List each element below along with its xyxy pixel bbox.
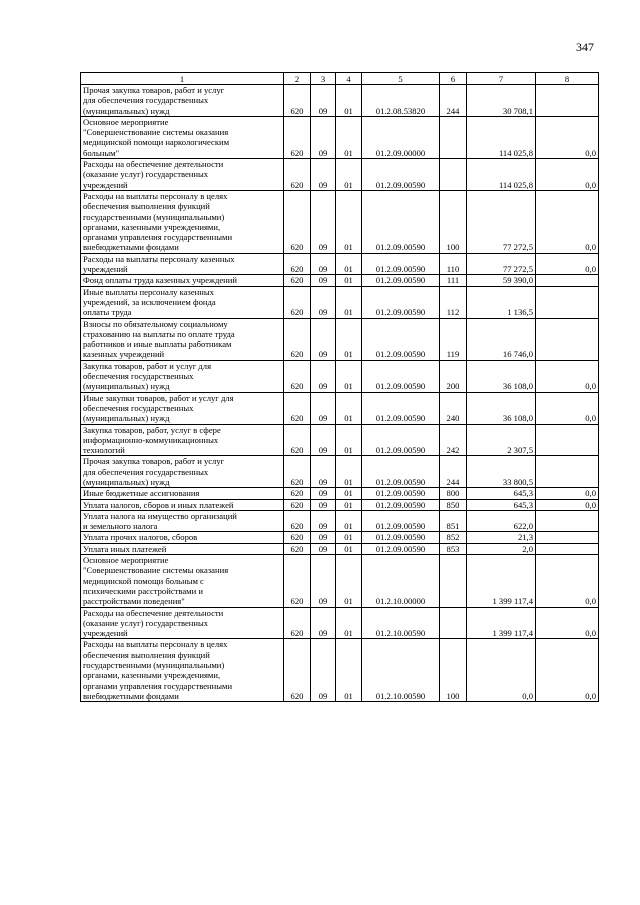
amount-value-2: 0,0 <box>536 190 599 253</box>
ministry-code: 620 <box>284 424 311 456</box>
ministry-code: 620 <box>284 555 311 607</box>
item-description: Расходы на обеспечение деятельности (оказание услуг) государственных учреждений <box>81 607 284 639</box>
amount-value-2: 0,0 <box>536 488 599 499</box>
subsection-code: 01 <box>336 286 362 318</box>
item-description: Уплата налогов, сборов и иных платежей <box>81 499 284 510</box>
ministry-code: 620 <box>284 159 311 191</box>
amount-value-2: 0,0 <box>536 253 599 275</box>
target-article-code: 01.2.09.00590 <box>362 532 440 543</box>
item-description: Закупка товаров, работ, услуг в сфере информационно-коммуникационных технологий <box>81 424 284 456</box>
subsection-code: 01 <box>336 190 362 253</box>
amount-value: 33 800,5 <box>467 456 536 488</box>
amount-value: 36 108,0 <box>467 360 536 392</box>
column-header: 1 <box>81 73 284 85</box>
amount-value-2 <box>536 510 599 532</box>
amount-value-2 <box>536 456 599 488</box>
target-article-code: 01.2.09.00000 <box>362 116 440 158</box>
expense-type-code <box>440 159 467 191</box>
item-description: Основное мероприятие "Совершенствование системы оказания медицинской помощи больным с психическими расстройствами и расстройствами поведения" <box>81 555 284 607</box>
table-row <box>81 318 599 360</box>
amount-value: 645,3 <box>467 488 536 499</box>
section-code: 09 <box>311 424 336 456</box>
item-description: Расходы на выплаты персоналу в целях обеспечения выполнения функций государственными (муниципальными) органами, казенными учреждениями, органами управления государственными внебюджетными фондами <box>81 190 284 253</box>
target-article-code: 01.2.09.00590 <box>362 456 440 488</box>
expense-type-code: 112 <box>440 286 467 318</box>
table-row <box>81 275 599 286</box>
section-code: 09 <box>311 190 336 253</box>
target-article-code: 01.2.09.00590 <box>362 488 440 499</box>
amount-value: 1 399 117,4 <box>467 607 536 639</box>
section-code: 09 <box>311 253 336 275</box>
table-row <box>81 159 599 191</box>
expense-type-code: 200 <box>440 360 467 392</box>
section-code: 09 <box>311 499 336 510</box>
amount-value-2: 0,0 <box>536 499 599 510</box>
amount-value: 2 307,5 <box>467 424 536 456</box>
expense-type-code: 111 <box>440 275 467 286</box>
ministry-code: 620 <box>284 116 311 158</box>
subsection-code: 01 <box>336 360 362 392</box>
amount-value-2: 0,0 <box>536 607 599 639</box>
ministry-code: 620 <box>284 499 311 510</box>
subsection-code: 01 <box>336 639 362 702</box>
amount-value: 2,0 <box>467 543 536 554</box>
item-description: Уплата прочих налогов, сборов <box>81 532 284 543</box>
item-description: Уплата налога на имущество организаций и земельного налога <box>81 510 284 532</box>
amount-value: 30 708,1 <box>467 85 536 117</box>
amount-value: 21,3 <box>467 532 536 543</box>
expense-type-code: 852 <box>440 532 467 543</box>
amount-value: 1 399 117,4 <box>467 555 536 607</box>
expense-type-code: 853 <box>440 543 467 554</box>
section-code: 09 <box>311 639 336 702</box>
ministry-code: 620 <box>284 488 311 499</box>
subsection-code: 01 <box>336 116 362 158</box>
amount-value-2: 0,0 <box>536 555 599 607</box>
amount-value: 36 108,0 <box>467 392 536 424</box>
amount-value-2: 0,0 <box>536 116 599 158</box>
page-number: 347 <box>576 40 594 54</box>
item-description: Расходы на выплаты персоналу казенных учреждений <box>81 253 284 275</box>
item-description: Прочая закупка товаров, работ и услуг для обеспечения государственных (муниципальных) нужд <box>81 456 284 488</box>
amount-value-2 <box>536 275 599 286</box>
item-description: Уплата иных платежей <box>81 543 284 554</box>
ministry-code: 620 <box>284 639 311 702</box>
amount-value: 1 136,5 <box>467 286 536 318</box>
item-description: Фонд оплаты труда казенных учреждений <box>81 275 284 286</box>
table-row <box>81 116 599 158</box>
subsection-code: 01 <box>336 510 362 532</box>
table-row <box>81 499 599 510</box>
section-code: 09 <box>311 543 336 554</box>
amount-value: 77 272,5 <box>467 190 536 253</box>
subsection-code: 01 <box>336 159 362 191</box>
target-article-code: 01.2.09.00590 <box>362 360 440 392</box>
table-row <box>81 555 599 607</box>
subsection-code: 01 <box>336 318 362 360</box>
table-row <box>81 360 599 392</box>
amount-value-2 <box>536 532 599 543</box>
target-article-code: 01.2.09.00590 <box>362 286 440 318</box>
subsection-code: 01 <box>336 488 362 499</box>
budget-table <box>80 72 599 702</box>
expense-type-code <box>440 116 467 158</box>
amount-value-2: 0,0 <box>536 639 599 702</box>
ministry-code: 620 <box>284 510 311 532</box>
expense-type-code: 240 <box>440 392 467 424</box>
item-description: Расходы на выплаты персоналу в целях обеспечения выполнения функций государственными (муниципальными) органами, казенными учреждениями, органами управления государственными внебюджетными фондами <box>81 639 284 702</box>
expense-type-code: 100 <box>440 190 467 253</box>
expense-type-code: 242 <box>440 424 467 456</box>
column-header: 4 <box>336 73 362 85</box>
ministry-code: 620 <box>284 275 311 286</box>
amount-value-2: 0,0 <box>536 392 599 424</box>
ministry-code: 620 <box>284 607 311 639</box>
item-description: Взносы по обязательному социальному страхованию на выплаты по оплате труда работников и иные выплаты работникам казенных учреждений <box>81 318 284 360</box>
expense-type-code <box>440 555 467 607</box>
section-code: 09 <box>311 360 336 392</box>
expense-type-code: 110 <box>440 253 467 275</box>
amount-value-2 <box>536 424 599 456</box>
table-row <box>81 543 599 554</box>
section-code: 09 <box>311 607 336 639</box>
section-code: 09 <box>311 159 336 191</box>
expense-type-code: 119 <box>440 318 467 360</box>
target-article-code: 01.2.09.00590 <box>362 499 440 510</box>
target-article-code: 01.2.09.00590 <box>362 190 440 253</box>
section-code: 09 <box>311 318 336 360</box>
subsection-code: 01 <box>336 424 362 456</box>
column-header: 7 <box>467 73 536 85</box>
section-code: 09 <box>311 275 336 286</box>
target-article-code: 01.2.10.00000 <box>362 555 440 607</box>
subsection-code: 01 <box>336 532 362 543</box>
target-article-code: 01.2.09.00590 <box>362 159 440 191</box>
subsection-code: 01 <box>336 607 362 639</box>
amount-value: 114 025,8 <box>467 116 536 158</box>
amount-value: 622,0 <box>467 510 536 532</box>
item-description: Иные выплаты персоналу казенных учреждений, за исключением фонда оплаты труда <box>81 286 284 318</box>
target-article-code: 01.2.09.00590 <box>362 543 440 554</box>
table-row <box>81 532 599 543</box>
subsection-code: 01 <box>336 392 362 424</box>
expense-type-code: 851 <box>440 510 467 532</box>
column-header: 6 <box>440 73 467 85</box>
amount-value: 0,0 <box>467 639 536 702</box>
column-header: 5 <box>362 73 440 85</box>
section-code: 09 <box>311 510 336 532</box>
item-description: Прочая закупка товаров, работ и услуг для обеспечения государственных (муниципальных) нужд <box>81 85 284 117</box>
expense-type-code: 100 <box>440 639 467 702</box>
ministry-code: 620 <box>284 360 311 392</box>
section-code: 09 <box>311 85 336 117</box>
subsection-code: 01 <box>336 275 362 286</box>
target-article-code: 01.2.09.00590 <box>362 424 440 456</box>
target-article-code: 01.2.10.00590 <box>362 639 440 702</box>
ministry-code: 620 <box>284 190 311 253</box>
ministry-code: 620 <box>284 392 311 424</box>
ministry-code: 620 <box>284 532 311 543</box>
ministry-code: 620 <box>284 253 311 275</box>
item-description: Иные закупки товаров, работ и услуг для обеспечения государственных (муниципальных) нужд <box>81 392 284 424</box>
amount-value: 645,3 <box>467 499 536 510</box>
expense-type-code: 244 <box>440 456 467 488</box>
subsection-code: 01 <box>336 85 362 117</box>
section-code: 09 <box>311 392 336 424</box>
table-row <box>81 639 599 702</box>
target-article-code: 01.2.09.00590 <box>362 253 440 275</box>
target-article-code: 01.2.08.53820 <box>362 85 440 117</box>
subsection-code: 01 <box>336 555 362 607</box>
section-code: 09 <box>311 116 336 158</box>
table-row <box>81 190 599 253</box>
expense-type-code: 244 <box>440 85 467 117</box>
target-article-code: 01.2.10.00590 <box>362 607 440 639</box>
section-code: 09 <box>311 532 336 543</box>
table-row <box>81 253 599 275</box>
table-row <box>81 286 599 318</box>
amount-value: 77 272,5 <box>467 253 536 275</box>
section-code: 09 <box>311 488 336 499</box>
item-description: Основное мероприятие "Совершенствование системы оказания медицинской помощи наркологическим больным" <box>81 116 284 158</box>
target-article-code: 01.2.09.00590 <box>362 275 440 286</box>
amount-value-2 <box>536 543 599 554</box>
section-code: 09 <box>311 555 336 607</box>
table-header-row <box>81 73 599 85</box>
table-row <box>81 392 599 424</box>
ministry-code: 620 <box>284 543 311 554</box>
column-header: 2 <box>284 73 311 85</box>
ministry-code: 620 <box>284 318 311 360</box>
section-code: 09 <box>311 456 336 488</box>
expense-type-code: 850 <box>440 499 467 510</box>
amount-value-2 <box>536 318 599 360</box>
subsection-code: 01 <box>336 499 362 510</box>
ministry-code: 620 <box>284 286 311 318</box>
target-article-code: 01.2.09.00590 <box>362 392 440 424</box>
amount-value-2: 0,0 <box>536 360 599 392</box>
amount-value: 59 390,0 <box>467 275 536 286</box>
column-header: 3 <box>311 73 336 85</box>
item-description: Закупка товаров, работ и услуг для обеспечения государственных (муниципальных) нужд <box>81 360 284 392</box>
table-row <box>81 510 599 532</box>
amount-value-2 <box>536 286 599 318</box>
amount-value: 114 025,8 <box>467 159 536 191</box>
table-row <box>81 85 599 117</box>
ministry-code: 620 <box>284 85 311 117</box>
amount-value-2 <box>536 85 599 117</box>
table-row <box>81 607 599 639</box>
subsection-code: 01 <box>336 456 362 488</box>
expense-type-code <box>440 607 467 639</box>
table-row <box>81 456 599 488</box>
table-row <box>81 488 599 499</box>
column-header: 8 <box>536 73 599 85</box>
subsection-code: 01 <box>336 543 362 554</box>
subsection-code: 01 <box>336 253 362 275</box>
target-article-code: 01.2.09.00590 <box>362 318 440 360</box>
target-article-code: 01.2.09.00590 <box>362 510 440 532</box>
item-description: Расходы на обеспечение деятельности (оказание услуг) государственных учреждений <box>81 159 284 191</box>
expense-type-code: 800 <box>440 488 467 499</box>
section-code: 09 <box>311 286 336 318</box>
item-description: Иные бюджетные ассигнования <box>81 488 284 499</box>
amount-value: 16 746,0 <box>467 318 536 360</box>
table-row <box>81 424 599 456</box>
ministry-code: 620 <box>284 456 311 488</box>
amount-value-2: 0,0 <box>536 159 599 191</box>
